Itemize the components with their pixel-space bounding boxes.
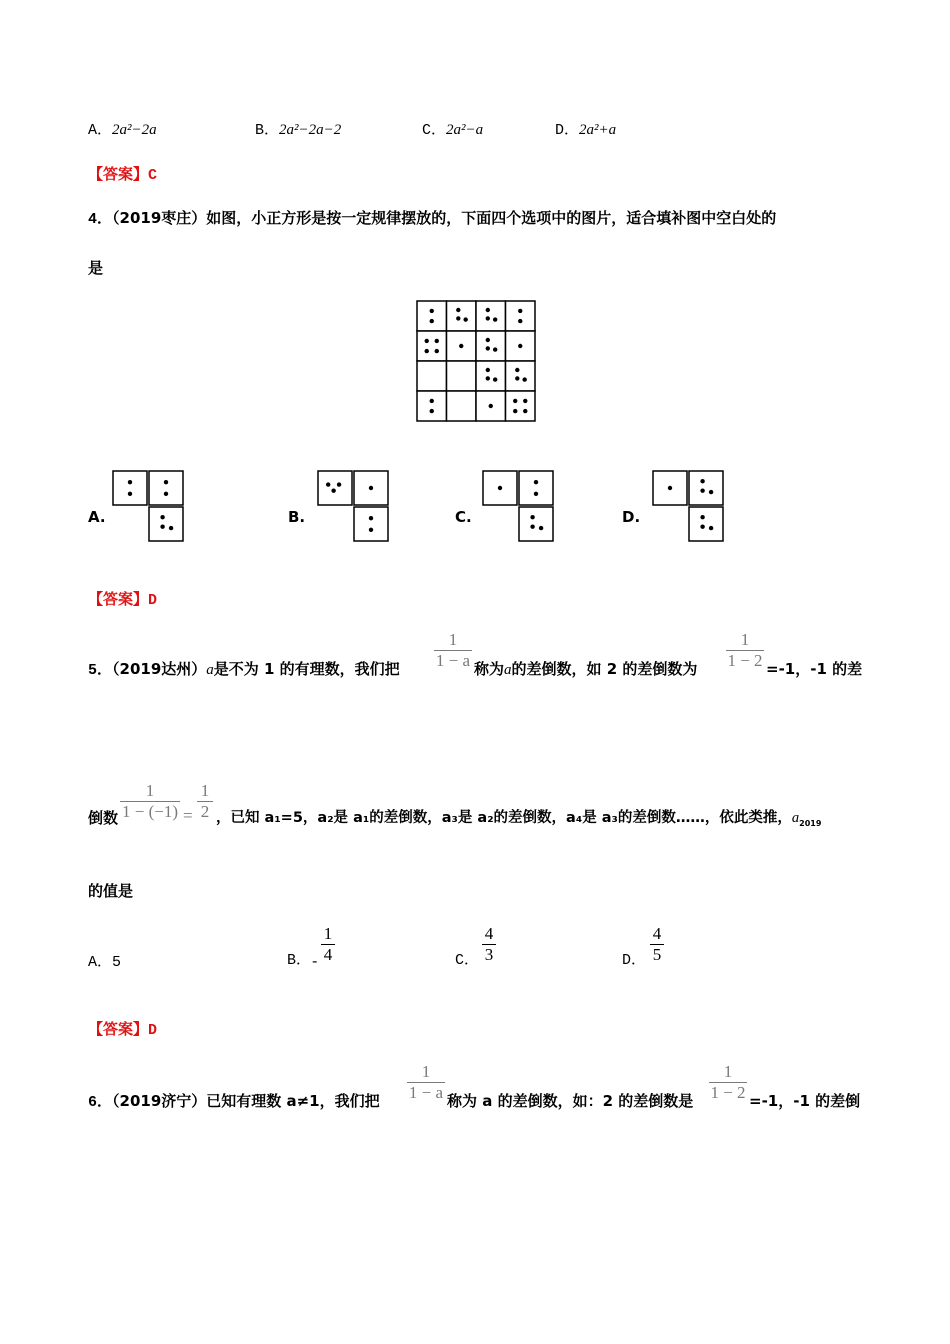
q3-option-d: [555, 120, 616, 140]
q5-option-b-sign: -: [312, 952, 318, 970]
dot: [486, 368, 490, 372]
option-cell-top-left: [113, 471, 147, 505]
dot: [489, 404, 493, 408]
grid-cell: [447, 361, 477, 391]
q4-pattern-grid: [416, 300, 536, 422]
option-cell-bottom: [689, 507, 723, 541]
q5-line2-start: 倒数: [88, 809, 119, 827]
dot: [700, 489, 704, 493]
dot: [331, 489, 335, 493]
q3-answer: [88, 165, 157, 185]
q4-stem-line2: 是: [88, 259, 104, 277]
q5-text-1: 是不为 1 的有理数，我们把: [213, 660, 400, 678]
dot: [430, 399, 434, 403]
dot: [128, 480, 132, 484]
q5-text-3: 的差倒数，如 2 的差倒数为: [511, 660, 698, 678]
q6-frac-ex-num: 1: [723, 1062, 733, 1081]
dot: [518, 309, 522, 313]
dot: [430, 319, 434, 323]
q4-option-letter-b: B.: [288, 508, 306, 526]
q5-var-a-2: a: [504, 662, 512, 678]
dot: [534, 492, 538, 496]
q3-answer-value: C: [148, 167, 158, 184]
q6-fraction-definition: [407, 1062, 445, 1103]
option-cell-top-right: [689, 471, 723, 505]
dot: [530, 515, 534, 519]
q4-option-letter-d: D.: [622, 508, 641, 526]
q5-answer-label: 【答案】: [88, 1020, 149, 1038]
dot: [700, 515, 704, 519]
q5-frac-ex1-den: 1 − 2: [727, 651, 763, 670]
q3-option-c-letter: C．: [422, 122, 447, 139]
dot: [164, 492, 168, 496]
dot: [498, 486, 502, 490]
q5-option-c-num: 4: [484, 924, 494, 943]
grid-cell: [476, 361, 506, 391]
dot: [435, 339, 439, 343]
q5-frac-ex1-num: 1: [740, 630, 750, 649]
q5-option-c-den: 3: [484, 945, 494, 964]
q5-fraction-example-2: [120, 781, 180, 822]
grid-cell: [506, 301, 536, 331]
q3-option-d-expr: 2a²+a: [579, 122, 617, 138]
q5-option-d-den: 5: [652, 945, 662, 964]
q6-source: （2019济宁）: [112, 1092, 207, 1110]
dot: [160, 515, 164, 519]
q5-number: 5．: [88, 662, 113, 679]
dot: [160, 525, 164, 529]
q6-text-1: 已知有理数 a≠1，我们把: [206, 1092, 380, 1110]
dot: [486, 346, 490, 350]
grid-cell: [476, 331, 506, 361]
dot: [326, 482, 330, 486]
q6-number: 6．: [88, 1094, 113, 1111]
q5-frac-half-num: 1: [200, 781, 210, 800]
dot: [369, 486, 373, 490]
q5-option-d-num: 4: [652, 924, 662, 943]
q5-option-c-letter: C．: [455, 952, 480, 969]
dot: [522, 377, 526, 381]
dot: [493, 317, 497, 321]
option-cell-bottom: [149, 507, 183, 541]
q3-option-b-expr: 2a²−2a−2: [279, 122, 342, 138]
grid-cell: [417, 391, 447, 421]
grid-cell: [476, 301, 506, 331]
q5-frac-def-num: 1: [448, 630, 458, 649]
dot: [456, 316, 460, 320]
q5-option-a: [88, 952, 121, 972]
q4-option-c-figure: [482, 470, 554, 543]
dot: [515, 368, 519, 372]
dot: [493, 377, 497, 381]
dot: [539, 526, 543, 530]
option-cell-top-right: [519, 471, 553, 505]
q5-frac-ex2-den: 1 − (−1): [122, 802, 178, 821]
dot: [369, 528, 373, 532]
q5-line1-a: [88, 660, 400, 680]
q5-line1-b: [474, 660, 697, 679]
q3-option-b: [255, 120, 341, 140]
q5-fraction-half: [197, 781, 213, 822]
q5-source: （2019达州）: [112, 660, 207, 678]
q4-text-line1: 如图，小正方形是按一定规律摆放的，下面四个选项中的图片，适合填补图中空白处的: [206, 209, 777, 227]
dot: [700, 525, 704, 529]
dot: [430, 309, 434, 313]
dot: [430, 409, 434, 413]
q5-a2019-sub: 2019: [799, 818, 822, 828]
q4-option-letter-a: A.: [88, 508, 106, 526]
grid-cell: [417, 331, 447, 361]
dot: [486, 316, 490, 320]
dot: [425, 349, 429, 353]
dot: [493, 347, 497, 351]
dot: [709, 490, 713, 494]
dot: [369, 516, 373, 520]
dot: [515, 376, 519, 380]
q4-answer-value: D: [148, 592, 158, 609]
dot: [486, 308, 490, 312]
q3-option-a-letter: A．: [88, 122, 113, 139]
q3-option-a-expr: 2a²−2a: [112, 122, 157, 138]
dot: [513, 409, 517, 413]
dot: [456, 308, 460, 312]
option-cell-top-left: [318, 471, 352, 505]
q4-answer: [88, 590, 157, 610]
q3-option-c: [422, 120, 483, 140]
dot: [486, 376, 490, 380]
q5-frac-half-den: 2: [200, 802, 210, 821]
dot: [518, 344, 522, 348]
q4-option-a-figure: [112, 470, 184, 543]
q3-option-b-letter: B．: [255, 122, 280, 139]
dot: [523, 409, 527, 413]
grid-cell: [447, 301, 477, 331]
q6-line1-a: [88, 1092, 380, 1112]
option-cell-bottom: [519, 507, 553, 541]
q5-line2-text: ，已知 a₁=5，a₂是 a₁的差倒数，a₃是 a₂的差倒数，a₄是 a₃的差倒数……，依此类推，: [216, 810, 792, 826]
q5-option-d-fraction: [650, 924, 664, 965]
dot: [164, 480, 168, 484]
q5-answer-value: D: [148, 1022, 158, 1039]
dot: [463, 317, 467, 321]
q5-option-b-den: 4: [323, 945, 333, 964]
option-cell-top-right: [149, 471, 183, 505]
grid-cell: [447, 391, 477, 421]
q3-answer-label: 【答案】: [88, 165, 149, 183]
dot: [700, 479, 704, 483]
dot: [530, 525, 534, 529]
grid-cell: [417, 301, 447, 331]
q5-frac-ex2-num: 1: [145, 781, 155, 800]
q5-equals: =: [183, 806, 193, 825]
q6-frac-def-den: 1 − a: [408, 1083, 444, 1102]
option-cell-bottom: [354, 507, 388, 541]
q5-answer: [88, 1020, 157, 1040]
q4-option-letter-c: C.: [455, 508, 472, 526]
q6-frac-ex-den: 1 − 2: [710, 1083, 746, 1102]
q5-frac-def-den: 1 − a: [435, 651, 471, 670]
q5-line1-c: =-1，-1 的差: [766, 660, 863, 678]
q5-fraction-example-1: [726, 630, 764, 671]
q5-var-a: a: [206, 662, 214, 678]
q6-line1-b: 称为 a 的差倒数，如：2 的差倒数是: [447, 1092, 694, 1110]
dot: [459, 344, 463, 348]
q5-option-a-value: 5: [112, 954, 122, 971]
dot: [128, 492, 132, 496]
q5-option-d-letter: D．: [622, 952, 647, 969]
grid-cell: [506, 391, 536, 421]
q3-option-a: [88, 120, 157, 140]
q4-answer-label: 【答案】: [88, 590, 149, 608]
dot: [435, 349, 439, 353]
q6-line1-c: =-1，-1 的差倒: [749, 1092, 861, 1110]
q5-fraction-definition: [434, 630, 472, 671]
q5-option-a-letter: A．: [88, 954, 113, 971]
q4-number: 4．: [88, 211, 113, 228]
q5-text-2: 称为: [474, 660, 505, 678]
q5-option-b-letter: B．: [287, 952, 312, 969]
q5-option-b-fraction: [321, 924, 335, 965]
q4-option-d-figure: [652, 470, 724, 543]
q3-option-d-letter: D．: [555, 122, 580, 139]
grid-cell: [506, 361, 536, 391]
dot: [523, 399, 527, 403]
dot: [337, 482, 341, 486]
dot: [425, 339, 429, 343]
dot: [534, 480, 538, 484]
dot: [668, 486, 672, 490]
dot: [518, 319, 522, 323]
q5-line2-rest: [216, 809, 821, 827]
q4-stem-line1: [88, 209, 776, 229]
dot: [169, 526, 173, 530]
q4-option-b-figure: [317, 470, 389, 543]
dot: [513, 399, 517, 403]
grid-cell: [417, 361, 447, 391]
dot: [709, 526, 713, 530]
dot: [486, 338, 490, 342]
q4-source: （2019枣庄）: [112, 209, 207, 227]
q5-a2019-var: a: [791, 810, 800, 826]
q5-line3: 的值是: [88, 882, 134, 900]
q3-option-c-expr: 2a²−a: [446, 122, 484, 138]
q5-option-c-fraction: [482, 924, 496, 965]
q6-fraction-example: [709, 1062, 747, 1103]
q6-frac-def-num: 1: [421, 1062, 431, 1081]
q5-option-b-num: 1: [323, 924, 333, 943]
